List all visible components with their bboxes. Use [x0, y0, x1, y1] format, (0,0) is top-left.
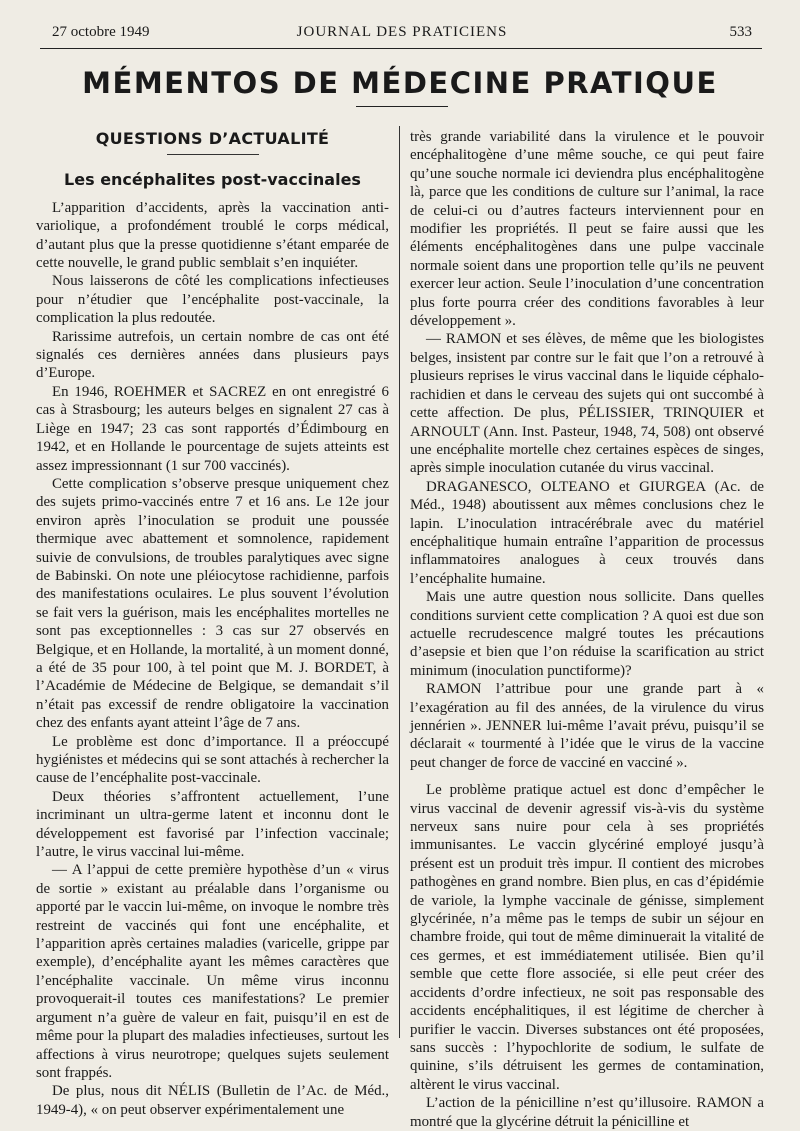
paragraph: L’apparition d’accidents, après la vaccination anti-variolique, a profondément troublé le corps médical, d’autant plus que la presse quotidienne s’étant emparée de cette nouvelle, le grand public semblait s’en inquiéter.	[36, 199, 389, 272]
paragraph: Deux théories s’affrontent actuellement, l’une incriminant un ultra-germe latent et inconnu dont le développement est favorisé par l’infection vaccinale; l’autre, le virus vaccinal lui-même.	[36, 788, 389, 861]
issue-date: 27 octobre 1949	[52, 24, 150, 40]
paragraph: En 1946, ROEHMER et SACREZ en ont enregistré 6 cas à Strasbourg; les auteurs belges en signalent 27 cas à Liège en 1947; 23 cas sont rapportés d’Édimbourg en 1942, et en Hollande le pourcentage de sujets atteints est assez impressionnant (1 sur 700 vaccinés).	[36, 383, 389, 474]
paragraph: De plus, nous dit NÉLIS (Bulletin de l’Ac. de Méd., 1949-4), « on peut observer expérimentalement une	[36, 1083, 389, 1118]
paragraph: Rarissime autrefois, un certain nombre de cas ont été signalés ces dernières années dans plusieurs pays d’Europe.	[36, 328, 389, 382]
paragraph: RAMON l’attribue pour une grande part à « l’exagération au fil des années, de la virulence du virus jennérien ». JENNER lui-même l’avait prévu, puisqu’il se déclarait « tourmenté à l’idée que le virus de la vaccine peut changer de force de vacciné en vacciné ».	[410, 681, 764, 771]
paragraph: Le problème est donc d’importance. Il a préoccupé hygiénistes et médecins qui se sont attachés à rechercher la cause de l’encéphalite post-vaccinale.	[36, 733, 389, 787]
section-rule	[167, 154, 259, 155]
page-number: 533	[729, 24, 752, 40]
paragraph: Le problème pratique actuel est donc d’empêcher le virus vaccinal de devenir agressif vis-à-vis du système nerveux sans nuire pour cela à ses propriétés immunisantes. Le vaccin glycériné employé jusqu’à présent est un produit très impur. Il contient des microbes pathogènes en grand nombre. Bien plus, en cas d’épidémie de variole, la lymphe vaccinale de génisse, simplement glycérinée, n’a même pas le temps de subir un séjour en chambre froide, qui tout de même diminuerait la vitalité de ces germes, et est immédiatement utilisée. Bien qu’il semble que cette flore associée, si elle peut créer des accidents d’ordre infectieux, ne soit pas responsable des accidents encéphalitiques, il est légitime de chercher à purifier le vaccin. Diverses substances ont été proposées, sans succès : l’hypochlorite de sodium, le sulfate de quinine, s’ils détruisent les germes de contamination, altèrent le virus vaccinal.	[410, 782, 764, 1093]
left-column	[36, 128, 389, 1119]
section-title: QUESTIONS D’ACTUALITÉ	[95, 129, 330, 148]
right-column	[410, 128, 764, 1131]
paragraph: Mais une autre question nous sollicite. Dans quelles conditions survient cette complication ? A quoi est due son actuelle recrudescence malgré toutes les précautions d’asepsie et bien que l’on réduise la scarification au strict minimum (inoculation punctiforme)?	[410, 589, 764, 679]
section-banner: MÉMENTOS DE MÉDECINE PRATIQUE	[82, 66, 718, 100]
header-rule	[40, 48, 762, 49]
column-divider	[399, 126, 400, 1038]
running-head	[52, 22, 752, 44]
paragraph: — A l’appui de cette première hypothèse d’un « virus de sortie » existant au préalable dans l’organisme ou apporté par le vaccin lui-même, on invoque le nombre très restreint de vaccinés qui font une encéphalite, et l’apparition après certaines maladies (varicelle, grippe par exemple), d’encéphalite ayant les mêmes caractères que l’encéphalite vaccinale. Un même virus inconnu provoquerait-il toutes ces manifestations? Le premier argument n’a guère de valeur en fait, puisqu’il en est de même pour la plupart des maladies infectieuses, surtout les affections à virus neurotrope; quelques sujets seulement sont frappés.	[36, 862, 389, 1081]
paragraph: L’action de la pénicilline n’est qu’illusoire. RAMON a montré que la glycérine détruit la pénicilline et	[410, 1095, 764, 1130]
journal-title: JOURNAL DES PRATICIENS	[296, 24, 508, 40]
banner-rule	[356, 106, 448, 107]
paragraph: très grande variabilité dans la virulence et le pouvoir encéphalitogène d’une même souche, ce qui peut faire qu’une souche normale ici deviendra plus encéphalitogène là, parce que les conditions de culture sur l’animal, la race de celui-ci ou d’autres facteurs interviennent pour en modifier les propriétés. Il peut se faire aussi que les éléments encéphalitogènes dans une pulpe vaccinale normale soient dans une proportion telle qu’ils ne peuvent exercer leur action. Seule l’inoculation d’une concentration plus forte pourra créer des conditions favorables à leur développement ».	[410, 129, 764, 330]
paragraph: Cette complication s’observe presque uniquement chez des sujets primo-vaccinés entre 7 et 16 ans. Le 12e jour environ après l’inoculation se produit une poussée thermique avec abattement et somnolence, rapidement suivie de convulsions, de troubles paralytiques avec signe de Babinski. On note une pléiocytose rachidienne, parfois des manifestations oculaires. Le plus souvent l’évolution se fait vers la guérison, mais les encéphalites mortelles ne sont pas exceptionnelles : 3 cas sur 27 observés en Belgique, et en Hollande, la mortalité, à un moment donné, a été de 35 pour 100, à tel point que M. J. BORDET, à l’Académie de Médecine de Belgique, se demandait s’il n’était pas excessif de rendre obligatoire la vaccination chez des enfants ayant atteint l’âge de 7 ans.	[36, 475, 389, 732]
paragraph: DRAGANESCO, OLTEANO et GIURGEA (Ac. de Méd., 1948) aboutissent aux mêmes conclusions chez le lapin. L’inoculation intracérébrale avec du matériel encéphalitique humain entraîne l’apparition de processus inflammatoires analogues à ceux trouvés dans l’encéphalite humaine.	[410, 478, 764, 587]
article-title: Les encéphalites post-vaccinales	[64, 170, 361, 190]
paragraph: — RAMON et ses élèves, de même que les biologistes belges, insistent par contre sur le fait que l’on a retrouvé à plusieurs reprises le virus vaccinal dans le liquide céphalo-rachidien et dans le cerveau des sujets qui ont succombé à cette affection. De plus, PÉLISSIER, TRINQUIER et ARNOULT (Ann. Inst. Pasteur, 1948, 74, 508) ont observé une encéphalite mortelle chez certaines espèces de singes, après simple inoculation cutanée du virus vaccinal.	[410, 331, 764, 477]
paragraph: Nous laisserons de côté les complications infectieuses pour n’étudier que l’encéphalite post-vaccinale, la complication la plus redoutée.	[36, 273, 389, 327]
